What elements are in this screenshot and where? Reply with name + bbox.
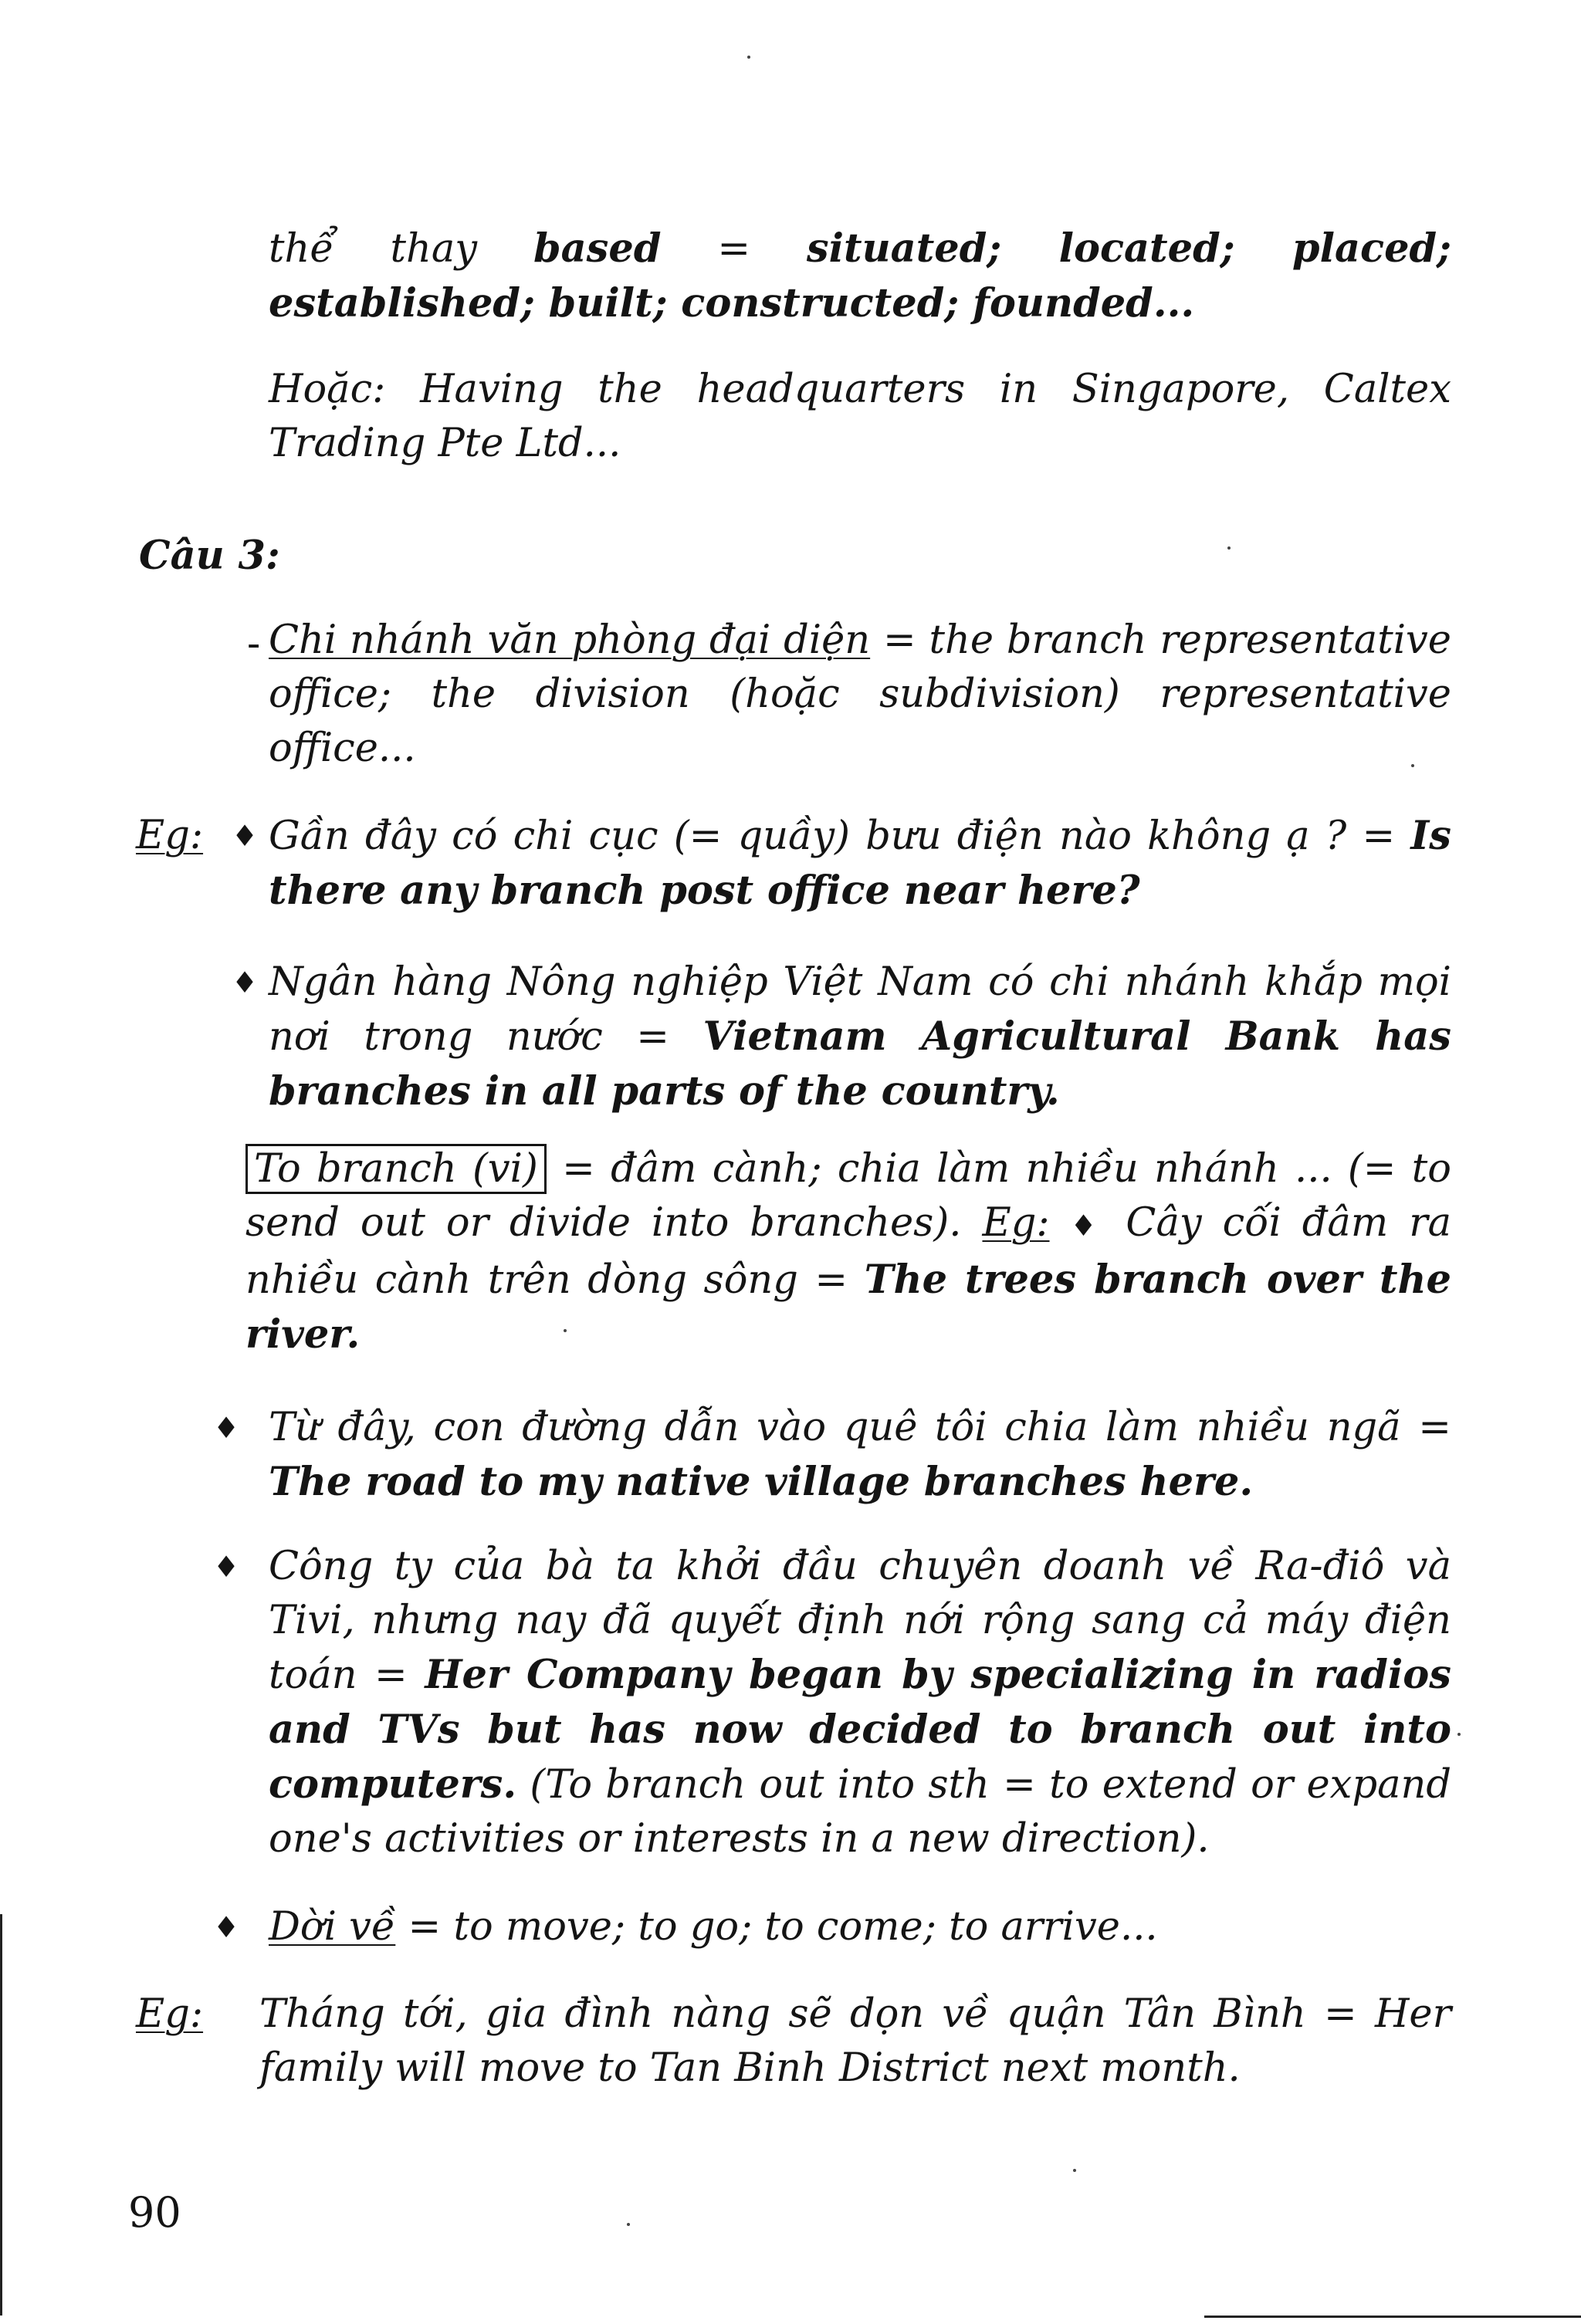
diamond-bullet-icon: ♦ (213, 1411, 240, 1445)
dash-marker: - (247, 621, 261, 667)
bold-term: based (533, 225, 662, 272)
text: Công ty của bà ta khởi đầu chuyên doanh về Ra-điô và Tivi, nhưng nay đã quyết định nới rộng sang cả máy điện toán = (269, 1544, 1451, 1698)
underlined-term: Chi nhánh văn phòng đại diện (269, 617, 871, 663)
example-doi-ve (269, 1900, 1451, 1954)
scan-speck (564, 1329, 567, 1332)
underlined-term: Dời về (269, 1904, 396, 1950)
text: thể thay (269, 226, 533, 272)
paragraph-synonyms-based (269, 222, 1451, 331)
eg-label: Eg: (136, 813, 204, 858)
text: (To branch out into sth = to extend or expand one's activities or interests in a new direction). (269, 1762, 1451, 1862)
bold-translation: Her Company began by specializing in radios and TVs but has now decided to branch out into computers. (269, 1652, 1451, 1808)
bold-translation: The road to my native village branches here. (269, 1459, 1254, 1505)
scan-speck (1073, 2169, 1076, 2172)
eg-label: Eg: (982, 1200, 1050, 1246)
paragraph-alternative: Hoặc: Having the headquarters in Singapore, Caltex Trading Pte Ltd... (269, 367, 1451, 466)
eg-label: Eg: (136, 1991, 204, 2037)
diamond-bullet-icon: ♦ (213, 1910, 240, 1944)
scan-speck (747, 56, 750, 59)
paragraph-branch-office (269, 614, 1451, 776)
text: Gần đây có chi cục (= quầy) bưu điện nào không ạ ? = (269, 814, 1411, 859)
example-road-branches (269, 1401, 1451, 1510)
bold-synonyms: situated; located; placed; established; built; constructed; founded... (269, 225, 1452, 326)
example-company-branch-out (269, 1540, 1451, 1866)
text: Từ đây, con đường dẫn vào quê tôi chia làm nhiều ngã = (269, 1405, 1451, 1450)
text: = to move; to go; to come; to arrive... (395, 1904, 1158, 1950)
diamond-bullet-icon: ♦ (232, 819, 259, 853)
paragraph-to-branch (245, 1142, 1451, 1362)
bold-translation: Vietnam Agricultural Bank has branches in all parts of the country. (269, 1013, 1451, 1115)
bold-translation: The trees branch over the river. (245, 1257, 1451, 1358)
scan-speck (1227, 546, 1231, 550)
diamond-bullet-icon: ♦ (213, 1550, 240, 1584)
diamond-bullet-icon: ♦ (1070, 1209, 1105, 1243)
scan-speck (1457, 1733, 1461, 1736)
page-number: 90 (128, 2188, 181, 2237)
diamond-bullet-icon: ♦ (232, 966, 259, 1000)
text: = (661, 226, 807, 272)
example-post-office (269, 809, 1451, 918)
section-heading: Câu 3: (139, 533, 280, 579)
scan-speck (627, 2223, 630, 2226)
example-agricultural-bank (269, 956, 1451, 1119)
scan-bottom-line (1204, 2316, 1581, 2318)
text: = the branch representative office; the division (hoặc subdivision) representative office... (269, 617, 1451, 771)
text: Ngân hàng Nông nghiệp Việt Nam có chi nhánh khắp mọi nơi trong nước = (269, 959, 1451, 1060)
example-tan-binh: Tháng tới, gia đình nàng sẽ dọn về quận Tân Bình = Her family will move to Tan Binh District next month. (259, 1991, 1451, 2091)
text: Cây cối đâm ra nhiều cành trên dòng sông = (245, 1200, 1451, 1303)
scan-speck (1411, 764, 1414, 767)
scan-edge-line (0, 1914, 2, 2316)
text: = đâm cành; chia làm nhiều nhánh ... (= to send out or divide into branches). (245, 1146, 1451, 1246)
boxed-term: To branch (vi) (245, 1144, 547, 1194)
bold-translation: Is there any branch post office near here? (269, 813, 1451, 914)
